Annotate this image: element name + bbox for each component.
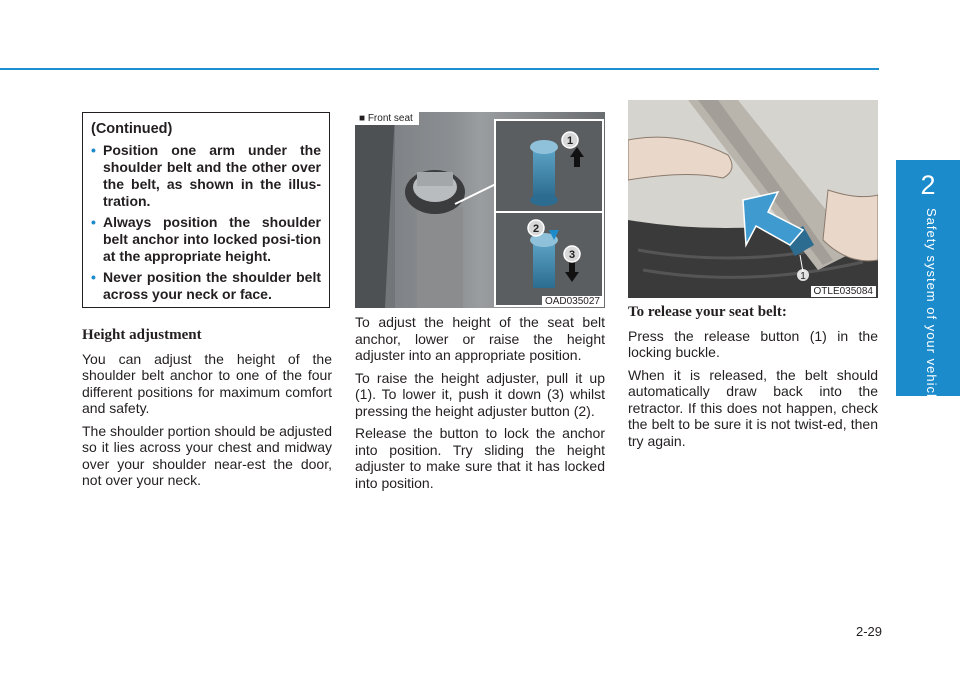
svg-text:1: 1 [566, 135, 574, 147]
paragraph: To raise the height adjuster, pull it up (1). To lower it, push it down (3) whilst pressing the height adjuster button (2). [355, 369, 605, 419]
figure-code: OAD035027 [542, 296, 603, 307]
release-belt-illustration [628, 100, 878, 298]
figure-code: OTLE035084 [811, 286, 877, 297]
note-bullet: • Never position the shoulder belt across your neck or face. [91, 269, 321, 302]
height-adjustment-section [82, 327, 332, 495]
paragraph: Press the release button (1) in the locking buckle. [628, 327, 878, 360]
bullet-icon: • [91, 214, 96, 230]
height-adjuster-figure [355, 112, 605, 308]
paragraph: You can adjust the height of the shoulder belt anchor to one of the four different positions for maximum comfort and safety. [82, 350, 332, 416]
callout-1 [562, 132, 578, 148]
release-belt-figure [628, 100, 878, 298]
svg-text:1: 1 [800, 271, 806, 282]
svg-text:3: 3 [568, 249, 576, 261]
section-heading: Height adjustment [82, 327, 202, 343]
bullet-icon: • [91, 142, 96, 158]
chapter-tab[interactable] [896, 160, 960, 407]
note-list [91, 142, 321, 303]
callout-2 [528, 220, 544, 236]
bullet-icon: • [91, 269, 96, 285]
paragraph: When it is released, the belt should automatically draw back into the retractor. If this does not happen, check the belt to be sure it is not twist-ed, then try again. [628, 366, 878, 449]
chapter-number: 2 [920, 170, 936, 200]
paragraph: To adjust the height of the seat belt anchor, lower or raise the height adjuster into an appropriate position. [355, 314, 605, 363]
paragraph: The shoulder portion should be adjusted so it lies across your chest and midway over your shoulder near-est the door, not over your neck. [82, 422, 332, 488]
middle-text-section [355, 314, 605, 497]
header-rule [0, 68, 879, 70]
paragraph: Release the button to lock the anchor into position. Try sliding the height adjuster to make sure that it has locked into position. [355, 425, 605, 491]
note-continued: (Continued) [91, 121, 173, 137]
note-bullet: • Always position the shoulder belt anchor into locked posi-tion at the appropriate height. [91, 214, 321, 264]
svg-text:2: 2 [532, 223, 540, 235]
figure-label: ■ Front seat [355, 112, 419, 125]
page-number: 2-29 [855, 624, 882, 639]
note-bullet: • Position one arm under the shoulder belt and the other over the belt, as shown in the illus-tration. [91, 142, 321, 209]
height-adjuster-illustration [355, 112, 605, 308]
release-section [628, 304, 878, 455]
section-heading: To release your seat belt: [628, 304, 787, 320]
callout-3 [564, 246, 580, 262]
warning-note-box [82, 112, 330, 308]
chapter-title: Safety system of your vehicle [924, 208, 939, 407]
